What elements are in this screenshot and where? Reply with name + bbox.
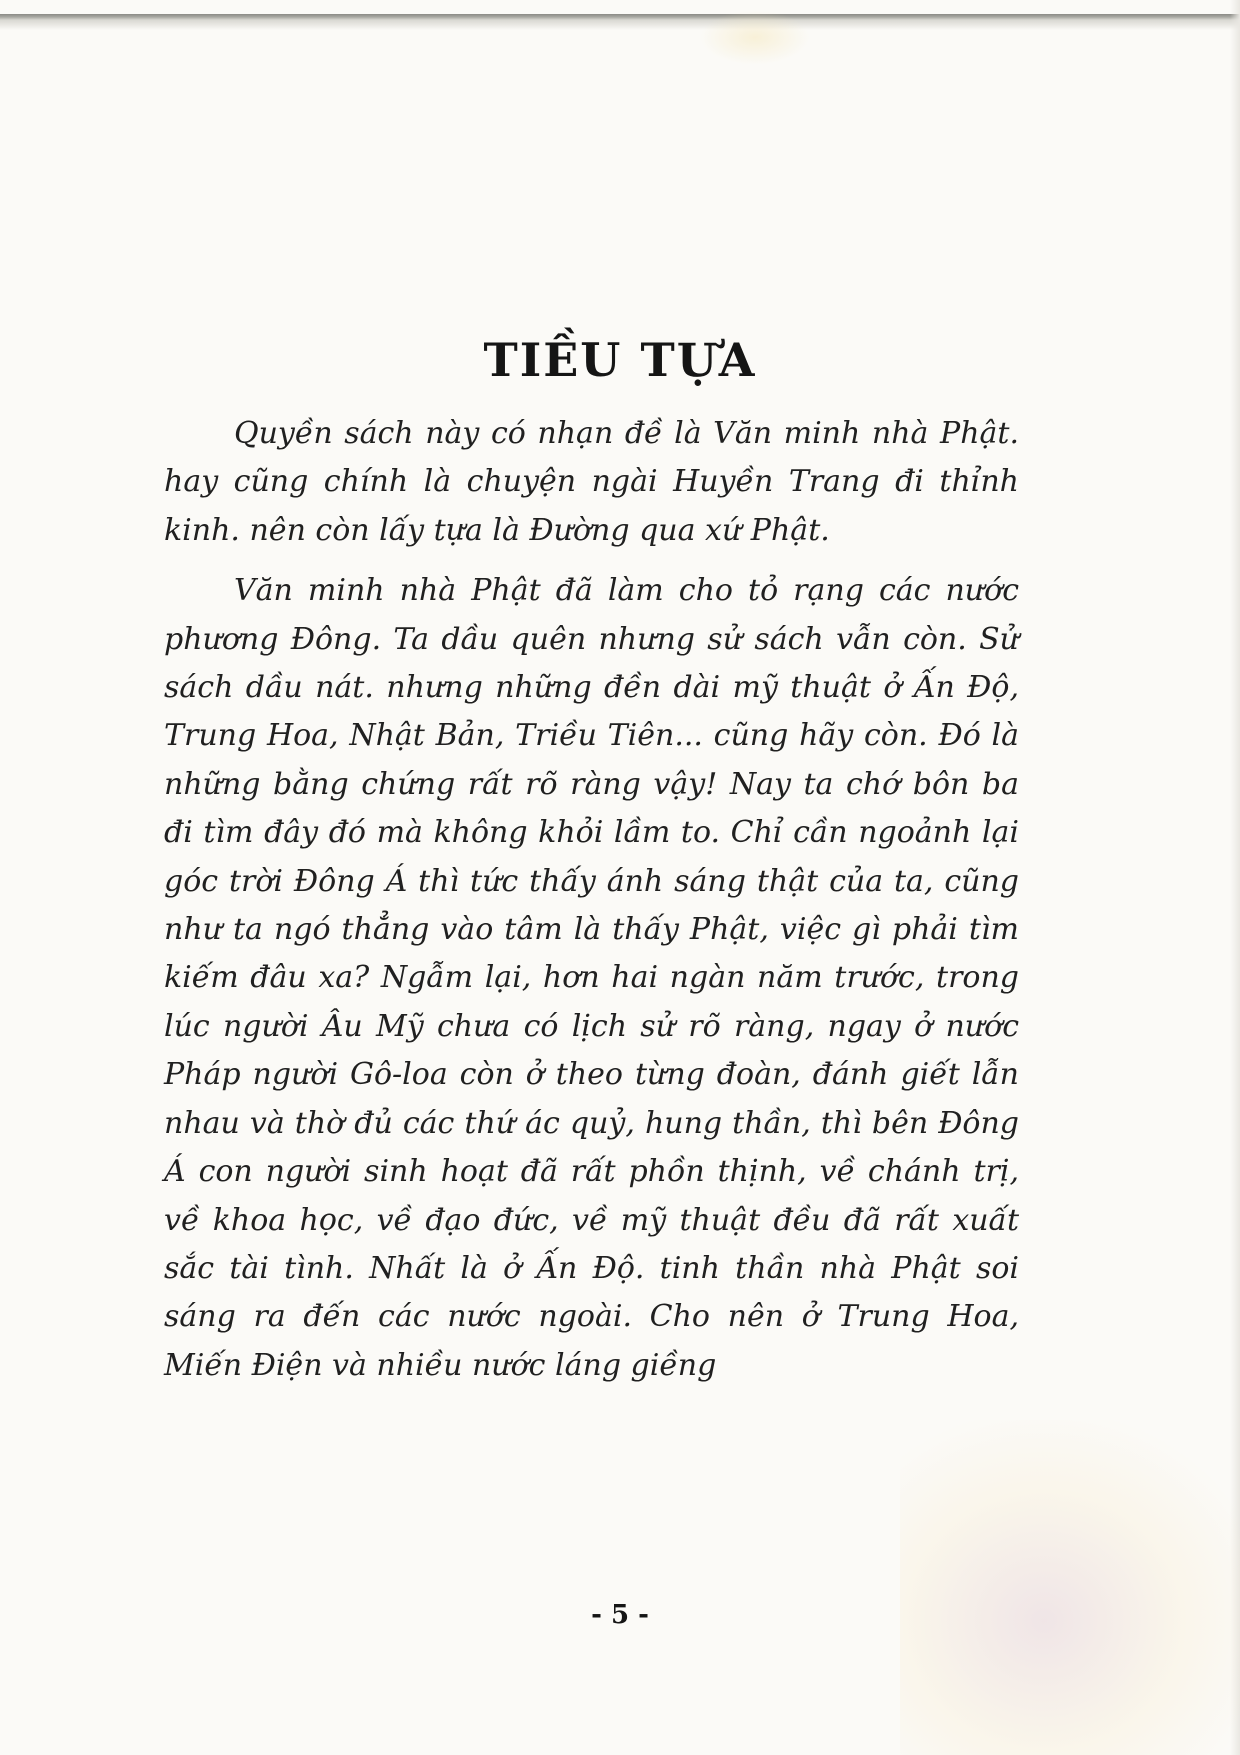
paper-smudge bbox=[900, 1420, 1240, 1755]
page-number: - 5 - bbox=[591, 1600, 649, 1630]
paper-stain bbox=[700, 10, 810, 65]
chapter-title: TIỀU TỰA bbox=[483, 332, 757, 387]
paragraph-2: Văn minh nhà Phật đã làm cho tỏ rạng các nước phương Đông. Ta dầu quên nhưng sử sách vẫn còn. Sử sách dầu nát. nhưng những đền dài mỹ thuật ở Ấn Độ, Trung Hoa, Nhật Bản, Triều Tiên... cũng hãy còn. Đó là những bằng chứng rất rõ ràng vậy! Nay ta chớ bôn ba đi tìm đây đó mà không khỏi lầm to. Chỉ cần ngoảnh lại góc trời Đông Á thì tức thấy ánh sáng thật của ta, cũng như ta ngó thẳng vào tâm là thấy Phật, việc gì phải tìm kiếm đâu xa? Ngẫm lại, hơn hai ngàn năm trước, trong lúc người Âu Mỹ chưa có lịch sử rõ ràng, ngay ở nước Pháp người Gô-loa còn ở theo từng đoàn, đánh giết lẫn nhau và thờ đủ các thứ ác quỷ, hung thần, thì bên Đông Á con người sinh hoạt đã rất phồn thịnh, về chánh trị, về khoa học, về đạo đức, về mỹ thuật đều đã rất xuất sắc tài tình. Nhất là ở Ấn Độ. tinh thần nhà Phật soi sáng ra đến các nước ngoài. Cho nên ở Trung Hoa, Miến Điện và nhiều nước láng giềng bbox=[164, 573, 1019, 1383]
body-text bbox=[164, 410, 1019, 1390]
paragraph-1: Quyền sách này có nhạn đề là Văn minh nhà Phật. hay cũng chính là chuyện ngài Huyền Trang đi thỉnh kinh. nên còn lấy tựa là Đường qua xứ Phật. bbox=[164, 416, 1019, 548]
page-top-edge bbox=[0, 14, 1240, 30]
